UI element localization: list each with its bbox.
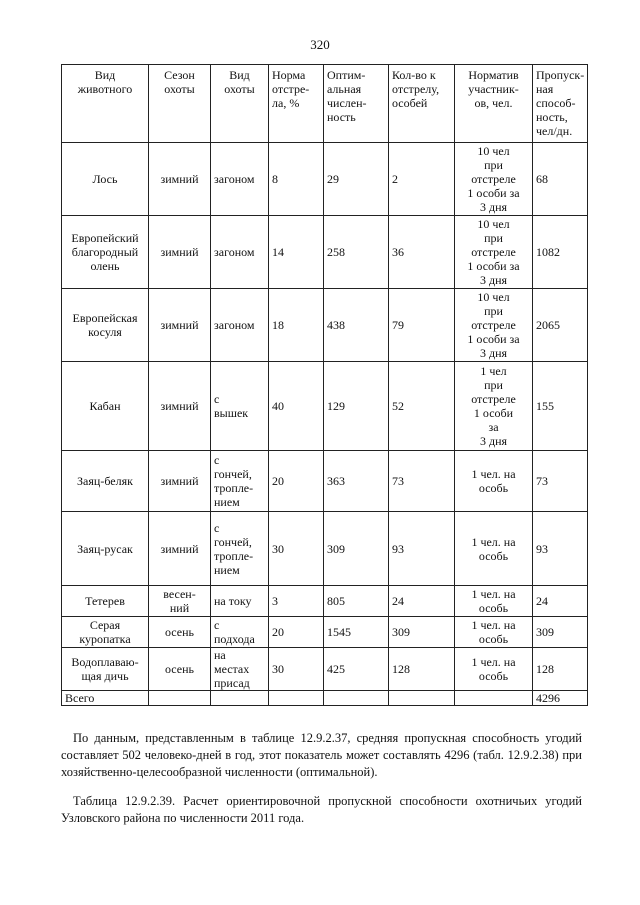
cell-hunt-season: осень <box>149 617 211 648</box>
cell-hunt-method: с гончей, тропле- нием <box>211 451 269 512</box>
cell-hunt-method: на току <box>211 586 269 617</box>
total-empty-cell <box>269 691 324 706</box>
header-cull-norm: Норма отстре- ла, % <box>269 65 324 143</box>
table-row <box>62 289 588 362</box>
cell-cull-quantity: 79 <box>389 289 455 362</box>
cell-throughput-capacity: 128 <box>533 648 588 691</box>
cell-animal-type: Лось <box>62 143 149 216</box>
cell-cull-norm: 3 <box>269 586 324 617</box>
cell-optimal-population: 309 <box>324 512 389 586</box>
cell-cull-quantity: 52 <box>389 362 455 451</box>
cell-hunt-season: зимний <box>149 143 211 216</box>
page-number: 320 <box>310 37 330 52</box>
cell-cull-quantity: 24 <box>389 586 455 617</box>
table-row <box>62 617 588 648</box>
cell-participant-norm: 10 чел при отстреле 1 особи за 3 дня <box>455 216 533 289</box>
cell-optimal-population: 129 <box>324 362 389 451</box>
cell-cull-quantity: 128 <box>389 648 455 691</box>
cell-participant-norm: 1 чел при отстреле 1 особи за 3 дня <box>455 362 533 451</box>
cell-hunt-method: загоном <box>211 143 269 216</box>
cell-cull-norm: 8 <box>269 143 324 216</box>
table-caption: Таблица 12.9.2.39. Расчет ориентировочной пропускной способности охотничьих угодий Узловского района по численности 2011 года. <box>61 794 582 825</box>
total-label: Всего <box>62 691 149 706</box>
table-row <box>62 451 588 512</box>
total-value: 4296 <box>533 691 588 706</box>
table-row <box>62 586 588 617</box>
cell-animal-type: Серая куропатка <box>62 617 149 648</box>
cell-participant-norm: 1 чел. на особь <box>455 586 533 617</box>
cell-optimal-population: 258 <box>324 216 389 289</box>
cell-throughput-capacity: 155 <box>533 362 588 451</box>
cell-participant-norm: 10 чел при отстреле 1 особи за 3 дня <box>455 143 533 216</box>
cell-hunt-method: с подхода <box>211 617 269 648</box>
cell-throughput-capacity: 2065 <box>533 289 588 362</box>
cell-throughput-capacity: 93 <box>533 512 588 586</box>
cell-cull-norm: 14 <box>269 216 324 289</box>
cell-optimal-population: 1545 <box>324 617 389 648</box>
hunting-capacity-table <box>61 64 588 706</box>
header-throughput-capacity: Пропуск- ная способ- ность, чел/дн. <box>533 65 588 143</box>
header-cull-quantity: Кол-во к отстрелу, особей <box>389 65 455 143</box>
cell-hunt-season: зимний <box>149 512 211 586</box>
header-optimal-population: Оптим- альная числен- ность <box>324 65 389 143</box>
cell-optimal-population: 29 <box>324 143 389 216</box>
total-empty-cell <box>211 691 269 706</box>
cell-throughput-capacity: 73 <box>533 451 588 512</box>
cell-animal-type: Заяц-русак <box>62 512 149 586</box>
cell-optimal-population: 425 <box>324 648 389 691</box>
cell-cull-norm: 20 <box>269 617 324 648</box>
cell-hunt-method: на местах присад <box>211 648 269 691</box>
cell-cull-quantity: 36 <box>389 216 455 289</box>
cell-cull-norm: 18 <box>269 289 324 362</box>
table-header-row <box>62 65 588 143</box>
cell-participant-norm: 1 чел. на особь <box>455 512 533 586</box>
cell-cull-quantity: 2 <box>389 143 455 216</box>
cell-throughput-capacity: 68 <box>533 143 588 216</box>
total-empty-cell <box>149 691 211 706</box>
cell-cull-norm: 20 <box>269 451 324 512</box>
cell-optimal-population: 438 <box>324 289 389 362</box>
header-participant-norm: Норматив участник- ов, чел. <box>455 65 533 143</box>
cell-participant-norm: 1 чел. на особь <box>455 617 533 648</box>
table-row <box>62 362 588 451</box>
cell-hunt-method: с гончей, тропле- нием <box>211 512 269 586</box>
table-row <box>62 648 588 691</box>
cell-hunt-season: зимний <box>149 289 211 362</box>
cell-hunt-method: загоном <box>211 216 269 289</box>
table-row <box>62 143 588 216</box>
cell-throughput-capacity: 1082 <box>533 216 588 289</box>
cell-cull-quantity: 93 <box>389 512 455 586</box>
cell-cull-norm: 30 <box>269 512 324 586</box>
cell-hunt-season: зимний <box>149 216 211 289</box>
cell-cull-quantity: 73 <box>389 451 455 512</box>
cell-participant-norm: 1 чел. на особь <box>455 648 533 691</box>
header-hunt-season: Сезон охоты <box>149 65 211 143</box>
cell-hunt-season: зимний <box>149 451 211 512</box>
cell-optimal-population: 363 <box>324 451 389 512</box>
cell-participant-norm: 10 чел при отстреле 1 особи за 3 дня <box>455 289 533 362</box>
cell-throughput-capacity: 309 <box>533 617 588 648</box>
table-row <box>62 216 588 289</box>
cell-hunt-method: загоном <box>211 289 269 362</box>
cell-hunt-method: с вышек <box>211 362 269 451</box>
header-animal-type: Вид животного <box>62 65 149 143</box>
cell-hunt-season: весен- ний <box>149 586 211 617</box>
cell-animal-type: Кабан <box>62 362 149 451</box>
cell-cull-quantity: 309 <box>389 617 455 648</box>
table-row <box>62 512 588 586</box>
cell-hunt-season: зимний <box>149 362 211 451</box>
cell-hunt-season: осень <box>149 648 211 691</box>
cell-animal-type: Европейская косуля <box>62 289 149 362</box>
total-empty-cell <box>389 691 455 706</box>
cell-animal-type: Тетерев <box>62 586 149 617</box>
summary-paragraph: По данным, представленным в таблице 12.9.2.37, средняя пропускная способность угодий составляет 502 человеко-дней в год, этот показатель может составлять 4296 (табл. 12.9.2.38) при хозяйственно-целесообразной численности (оптимальной). <box>61 731 582 779</box>
cell-throughput-capacity: 24 <box>533 586 588 617</box>
cell-cull-norm: 30 <box>269 648 324 691</box>
total-empty-cell <box>455 691 533 706</box>
cell-participant-norm: 1 чел. на особь <box>455 451 533 512</box>
cell-animal-type: Водоплаваю- щая дичь <box>62 648 149 691</box>
header-hunt-method: Вид охоты <box>211 65 269 143</box>
cell-animal-type: Заяц-беляк <box>62 451 149 512</box>
table-total-row <box>62 691 588 706</box>
cell-cull-norm: 40 <box>269 362 324 451</box>
total-empty-cell <box>324 691 389 706</box>
cell-optimal-population: 805 <box>324 586 389 617</box>
cell-animal-type: Европейский благородный олень <box>62 216 149 289</box>
